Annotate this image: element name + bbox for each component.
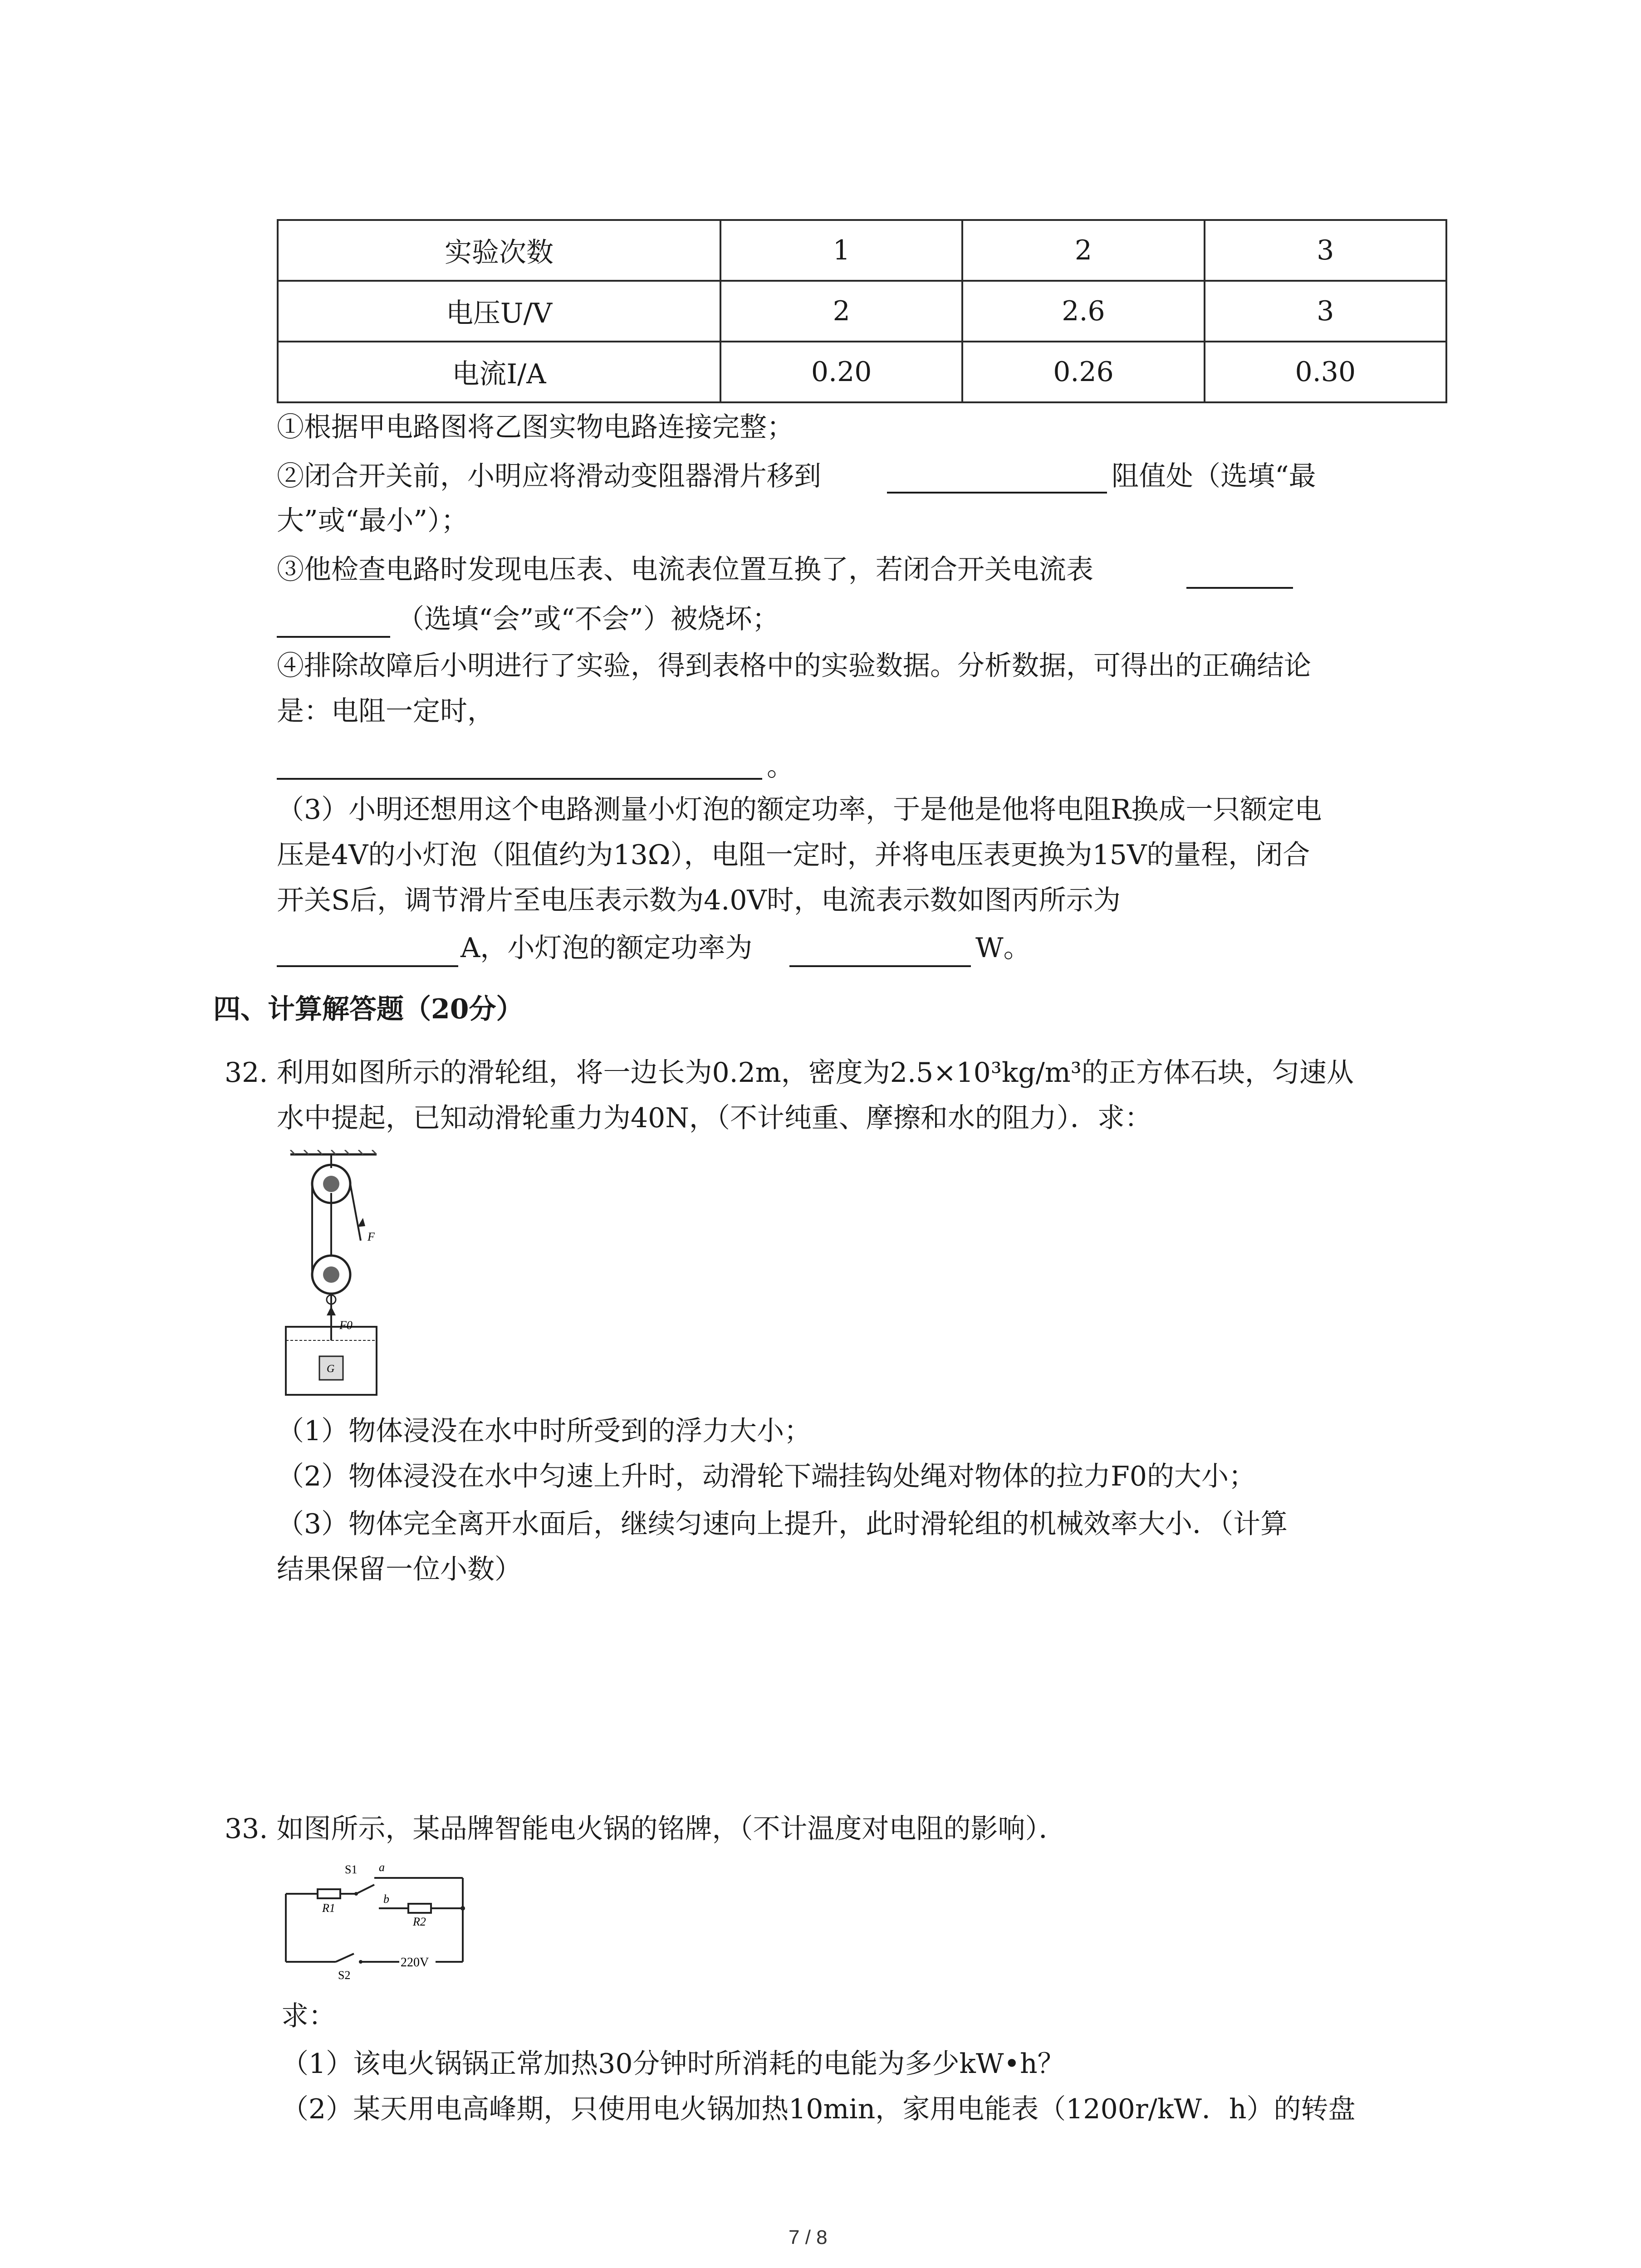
item-2-text-b: 阻值处（选填“最 (1112, 460, 1316, 492)
terminal-b-label: b (383, 1892, 389, 1906)
item-4-end: 。 (767, 751, 794, 782)
table-row (278, 342, 1446, 402)
table-cell: 2.6 (962, 281, 1204, 342)
table-cell: 3 (1205, 220, 1446, 281)
part-3-line-2: 压是4V的小灯泡（阻值约为13Ω），电阻一定时，并将电压表更换为15V的量程，闭合 (277, 839, 1310, 871)
resistor-r2-label: R2 (413, 1915, 426, 1928)
force-label: F (367, 1230, 375, 1243)
question-32-sub-1: （1）物体浸没在水中时所受到的浮力大小； (277, 1415, 812, 1447)
part-3-line-4a: A，小灯泡的额定功率为 (460, 932, 753, 964)
circuit-diagram-figure (281, 1857, 481, 1980)
table-cell: 1 (720, 220, 962, 281)
part-3-line-4b: W。 (975, 932, 1031, 964)
answer-blank[interactable] (277, 778, 762, 780)
question-32-sub-3b: 结果保留一位小数） (277, 1554, 522, 1585)
switch-s1-label: S1 (345, 1863, 358, 1876)
item-3-text-a: ③他检查电路时发现电压表、电流表位置互换了，若闭合开关电流表 (277, 554, 1093, 586)
answer-blank[interactable] (277, 965, 458, 967)
answer-blank[interactable] (277, 636, 390, 638)
question-32-sub-2: （2）物体浸没在水中匀速上升时，动滑轮下端挂钩处绳对物体的拉力F0的大小； (277, 1461, 1256, 1492)
table-row (278, 220, 1446, 281)
answer-blank[interactable] (789, 965, 971, 967)
table-cell: 电流I/A (278, 342, 720, 402)
terminal-a-label: a (379, 1861, 385, 1874)
answer-blank[interactable] (887, 492, 1107, 494)
table-cell: 电压U/V (278, 281, 720, 342)
question-33-sub-2: （2）某天用电高峰期，只使用电火锅加热10min，家用电能表（1200r/kW．h）的转盘 (281, 2093, 1356, 2125)
table-cell: 实验次数 (278, 220, 720, 281)
question-33-line-1: 33. 如图所示，某品牌智能电火锅的铭牌，（不计温度对电阻的影响）． (225, 1813, 1066, 1845)
answer-blank[interactable] (1186, 587, 1293, 589)
voltage-label: 220V (401, 1955, 429, 1970)
question-33-sub-1: （1）该电火锅锅正常加热30分钟时所消耗的电能为多少kW•h？ (281, 2048, 1065, 2080)
item-2-text: ②闭合开关前，小明应将滑动变阻器滑片移到 (277, 460, 821, 492)
item-4-text: ④排除故障后小明进行了实验，得到表格中的实验数据。分析数据，可得出的正确结论 (277, 650, 1311, 682)
item-4-text-b: 是：电阻一定时， (277, 695, 495, 727)
item-1-text: ①根据甲电路图将乙图实物电路连接完整； (277, 411, 794, 443)
table-cell: 0.20 (720, 342, 962, 402)
table-cell: 0.30 (1205, 342, 1446, 402)
part-3-line-3: 开关S后，调节滑片至电压表示数为4.0V时，电流表示数如图丙所示为 (277, 885, 1121, 916)
table-cell: 3 (1205, 281, 1446, 342)
pulley-system-figure (281, 1150, 390, 1404)
table-row (278, 281, 1446, 342)
page-number: 7 / 8 (789, 2226, 828, 2248)
question-32-sub-3: （3）物体完全离开水面后，继续匀速向上提升，此时滑轮组的机械效率大小．（计算 (277, 1508, 1288, 1540)
resistor-r1-label: R1 (322, 1901, 335, 1915)
block-label: G (327, 1363, 335, 1375)
section-title: 四、计算解答题（20分） (213, 993, 524, 1025)
question-33-ask: 求： (281, 2000, 336, 2032)
experiment-data-table (277, 219, 1447, 403)
switch-s2-label: S2 (338, 1969, 351, 1980)
question-32-line-1: 32. 利用如图所示的滑轮组，将一边长为0.2m，密度为2.5×10³kg/m³的正方体石块，匀速从 (225, 1057, 1354, 1089)
force0-label: F0 (339, 1319, 353, 1332)
table-cell: 0.26 (962, 342, 1204, 402)
table-cell: 2 (720, 281, 962, 342)
part-3-line-1: （3）小明还想用这个电路测量小灯泡的额定功率，于是他是他将电阻R换成一只额定电 (277, 794, 1322, 826)
item-3-text-b: （选填“会”或“不会”）被烧坏； (397, 603, 779, 635)
item-2-text-c: 大”或“最小”）； (277, 505, 469, 537)
question-32-line-2: 水中提起，已知动滑轮重力为40N，（不计纯重、摩擦和水的阻力）．求： (277, 1102, 1152, 1134)
table-cell: 2 (962, 220, 1204, 281)
